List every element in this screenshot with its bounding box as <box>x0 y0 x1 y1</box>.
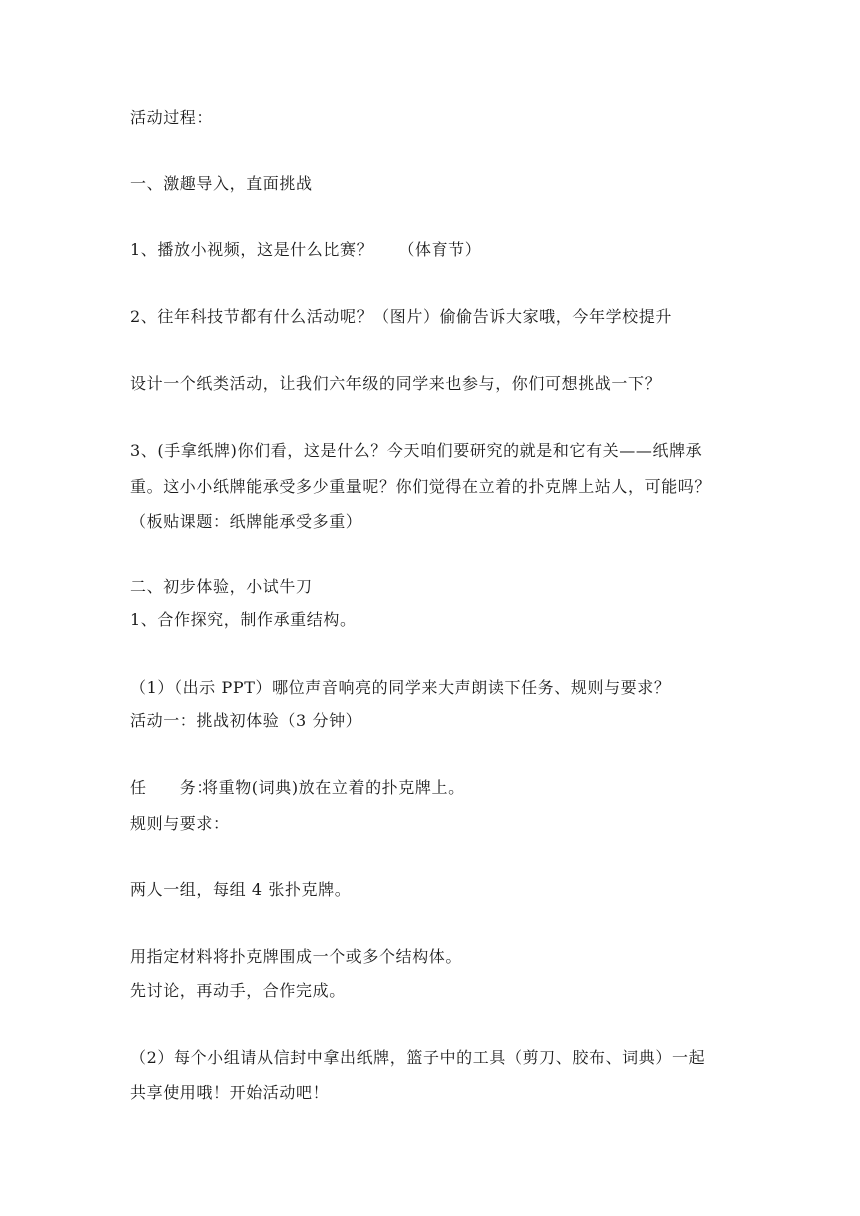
section2-sub2-line1: （2）每个小组请从信封中拿出纸牌，篮子中的工具（剪刀、胶布、词典）一起 <box>130 1048 706 1067</box>
section1-item2-line2: 设计一个纸类活动，让我们六年级的同学来也参与，你们可想挑战一下？ <box>130 374 662 393</box>
section1-item2-line1: 2、往年科技节都有什么活动呢？（图片）偷偷告诉大家哦，今年学校提升 <box>130 307 672 326</box>
section1-item3-line3: （板贴课题：纸牌能承受多重） <box>130 512 363 531</box>
rule-1: 两人一组，每组 4 张扑克牌。 <box>130 880 352 899</box>
activity1-title: 活动一：挑战初体验（3 分钟） <box>130 711 363 730</box>
section1-item1: 1、播放小视频，这是什么比赛？ （体育节） <box>130 240 482 259</box>
section1-item3-line1: 3、(手拿纸牌)你们看，这是什么？今天咱们要研究的就是和它有关——纸牌承 <box>130 441 703 460</box>
section2-item1: 1、合作探究，制作承重结构。 <box>130 610 357 629</box>
task-line <box>130 778 465 798</box>
section2-sub1: （1）（出示 PPT）哪位声音响亮的同学来大声朗读下任务、规则与要求？ <box>130 678 671 697</box>
rules-label: 规则与要求： <box>130 814 230 833</box>
section2-title: 二、初步体验，小试牛刀 <box>130 577 313 596</box>
rule-3: 先讨论，再动手，合作完成。 <box>130 981 346 1000</box>
task-text: 将重物(词典)放在立着的扑克牌上。 <box>202 778 465 797</box>
rule-2: 用指定材料将扑克牌围成一个或多个结构体。 <box>130 947 463 966</box>
section1-title: 一、激趣导入，直面挑战 <box>130 174 313 193</box>
task-label: 任 务： <box>130 778 214 797</box>
heading: 活动过程： <box>130 108 214 127</box>
section1-item3-line2: 重。这小小纸牌能承受多少重量呢？你们觉得在立着的扑克牌上站人，可能吗？ <box>130 477 712 496</box>
section2-sub2-line2: 共享使用哦！开始活动吧！ <box>130 1083 330 1102</box>
